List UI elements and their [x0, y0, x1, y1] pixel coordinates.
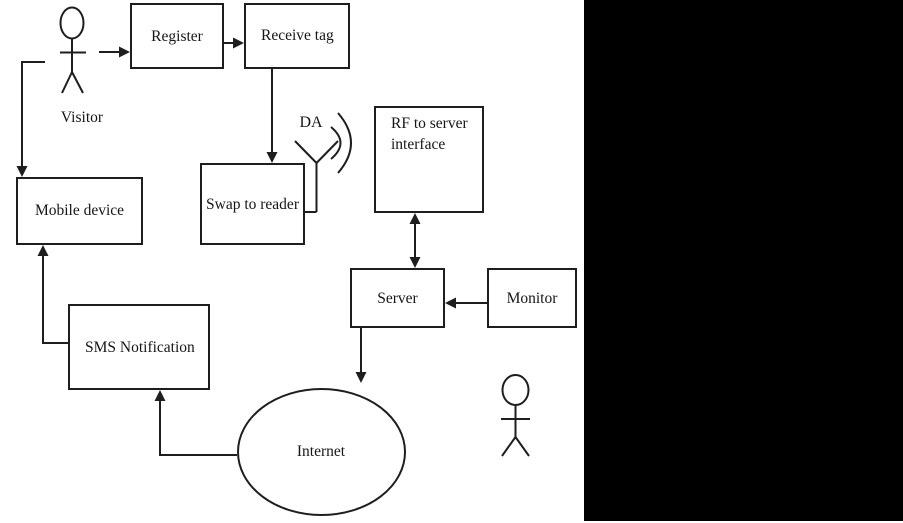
- mobile-device-node: [16, 177, 143, 245]
- monitor-node: [487, 268, 577, 328]
- rf-to-server-interface-node: [374, 106, 484, 213]
- arrow-visitor-to-mobile-device: [17, 62, 46, 177]
- black-panel: [584, 0, 903, 521]
- arrow-server-to-internet: [356, 328, 367, 383]
- receive-tag-label: Receive tag: [261, 27, 334, 44]
- internet-label: Internet: [296, 443, 346, 460]
- sms-notification-node: [68, 304, 210, 390]
- swap-to-reader-node: [200, 163, 305, 245]
- server-node: [350, 268, 445, 328]
- arrow-register-to-receive-tag: [224, 38, 244, 49]
- rf-to-server-interface-label: RF to server interface: [391, 115, 468, 153]
- visitor-stick-person-icon: [60, 8, 86, 94]
- visitor-label: Visitor: [60, 109, 104, 126]
- receive-tag-node: [244, 3, 350, 69]
- arrow-monitor-to-server: [445, 298, 487, 309]
- mobile-device-label: Mobile device: [34, 202, 125, 219]
- sms-notification-label: SMS Notification: [85, 338, 195, 356]
- arrow-sms-to-mobile-device: [38, 245, 69, 343]
- server-label: Server: [377, 289, 418, 307]
- register-node: [130, 3, 224, 69]
- register-label: Register: [151, 27, 203, 45]
- da-label: DA: [299, 114, 323, 131]
- monitor-label: Monitor: [506, 289, 558, 307]
- swap-to-reader-label: Swap to reader: [206, 195, 299, 213]
- arrow-internet-to-sms: [155, 390, 238, 455]
- radio-waves-icon: [331, 113, 351, 173]
- arrow-receive-tag-to-swap-reader: [267, 69, 278, 163]
- arrow-rf-interface-server-bidirectional: [410, 213, 421, 268]
- guest-stick-person-icon: [501, 375, 530, 456]
- arrow-visitor-to-register: [99, 47, 130, 58]
